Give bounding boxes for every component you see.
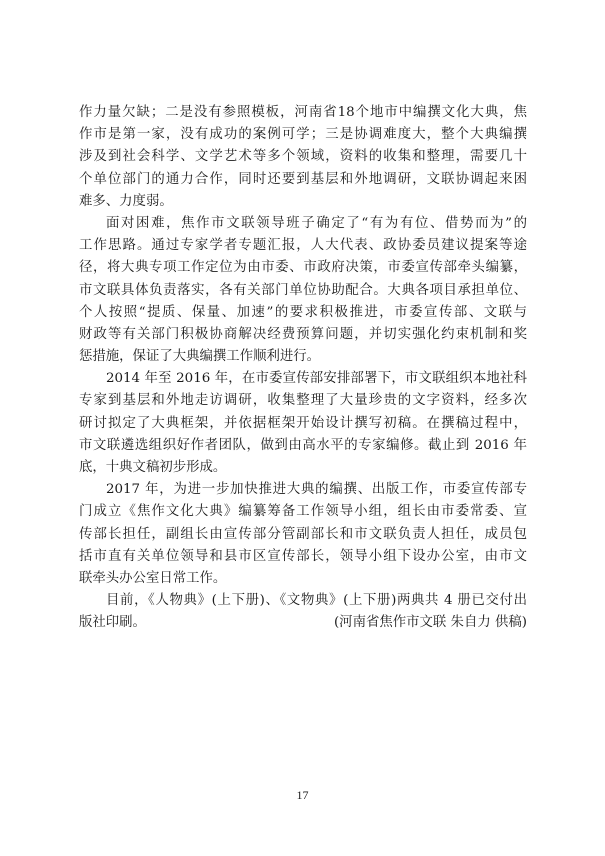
text-line: 工作思路。通过专家学者专题汇报，人大代表、政协委员建议提案等途 (79, 238, 527, 254)
text-line: 门成立《焦作文化大典》编纂筹备工作领导小组，组长由市委常委、宣 (79, 504, 527, 520)
text-line: 面对困难，焦作市文联领导班子确定了“有为有位、借势而为”的 (106, 215, 527, 231)
text-line: 财政等有关部门积极协商解决经费预算问题，并切实强化约束机制和奖 (79, 326, 527, 342)
text-line: 底，十典文稿初步形成。 (79, 460, 227, 475)
text-line: 2017 年，为进一步加快推进大典的编撰、出版工作，市委宣传部专 (106, 482, 527, 498)
page-number: 17 (296, 788, 309, 802)
paragraph (79, 213, 527, 368)
text-line: 作市是第一家，没有成功的案例可学；三是协调难度大，整个大典编撰 (79, 127, 527, 143)
text-line: 目前，《人物典》(上下册)、《文物典》(上下册)两典共 4 册已交付出 (106, 593, 527, 609)
text-line: 2014 年至 2016 年，在市委宣传部安排部署下，市文联组织本地社科 (106, 371, 527, 387)
text-line: 惩措施，保证了大典编撰工作顺利进行。 (79, 349, 321, 365)
article-body (79, 102, 527, 635)
paragraph (79, 368, 527, 479)
author-credit: (河南省焦作市文联 朱自力 供稿) (333, 615, 527, 631)
paragraph (79, 102, 527, 213)
paragraph (79, 479, 527, 590)
paragraph (79, 590, 527, 634)
text-line: 个人按照“提质、保量、加速”的要求积极推进，市委宣传部、文联与 (79, 304, 527, 320)
closing-line (79, 612, 527, 634)
text-line: 括市直有关单位领导和县市区宣传部长，领导小组下设办公室，由市文 (79, 548, 527, 564)
text-line: 个单位部门的通力合作，同时还要到基层和外地调研，文联协调起来困 (79, 171, 527, 187)
text-line: 市文联遴选组织好作者团队，做到由高水平的专家编修。截止到 2016 年 (79, 437, 527, 453)
text-line: 研讨拟定了大典框架，并依据框架开始设计撰写初稿。在撰稿过程中， (79, 415, 527, 431)
text-line: 版社印刷。 (79, 615, 146, 631)
text-line: 传部长担任，副组长由宣传部分管副部长和市文联负责人担任，成员包 (79, 526, 527, 542)
text-line: 市文联具体负责落实，各有关部门单位协助配合。大典各项目承担单位、 (79, 282, 527, 298)
text-line: 专家到基层和外地走访调研，收集整理了大量珍贵的文字资料，经多次 (79, 393, 527, 409)
text-line: 作力量欠缺；二是没有参照模板，河南省18个地市中编撰文化大典，焦 (79, 105, 527, 120)
text-line: 联牵头办公室日常工作。 (79, 570, 227, 586)
text-line: 径，将大典专项工作定位为由市委、市政府决策，市委宣传部牵头编纂， (79, 260, 527, 276)
text-line: 涉及到社会科学、文学艺术等多个领域，资料的收集和整理，需要几十 (79, 149, 527, 165)
text-line: 难多、力度弱。 (79, 193, 173, 209)
